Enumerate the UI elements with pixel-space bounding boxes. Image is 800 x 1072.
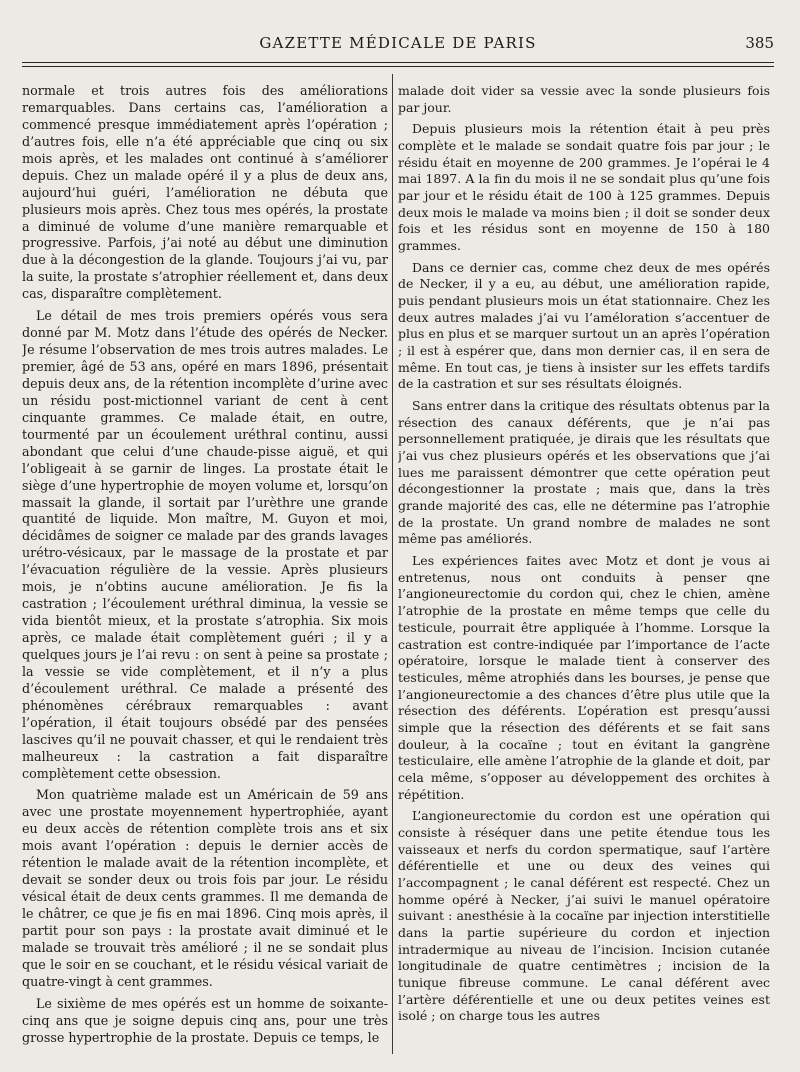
paragraph: Le détail de mes trois premiers opérés vous sera donné par M. Motz dans l’étude des opérés de Necker. Je résume l’observation de mes trois autres malades. Le premier, âgé de 53 ans, opéré en mars 1896, présentait depuis deux ans, de la rétention incomplète d’urine avec un résidu post-mictionnel variant de cent à cent cinquante grammes. Ce malade était, en outre, tourmenté par un écoulement uréthral continu, aussi abondant que celui d’une chaude-pisse aiguë, et qui l’obligeait à se garnir de linges. La prostate était le siège d’une hypertrophie de moyen volume et, lorsqu’on massait la glande, il sortait par l’urèthre une grande quantité de liquide. Mon maître, M. Guyon et moi, décidâmes de soigner ce malade par des grands lavages urétro-vésicaux, par le massage de la prostate et par l’évacuation régulière de la vessie. Après plusieurs mois, je n’obtins aucune amélioration. Je fis la castration ; l’écoulement uréthral diminua, la vessie se vida bientôt mieux, et la prostate s’atrophia. Six mois après, ce malade était complètement guéri ; il y a quelques jours je l’ai revu : on sent à peine sa prostate ; la vessie se vide complètement, et il n’y a plus d’écoulement uréthral. Ce malade a présenté des phénomènes cérébraux remarquables : avant l’opération, il était toujours obsédé par des pensées lascives qu’il ne pouvait chasser, et qui le rendaient très malheureux : la castration a fait disparaître complètement cette obsession.: [22, 308, 388, 781]
paragraph: malade doit vider sa vessie avec la sonde plusieurs fois par jour.: [398, 83, 770, 115]
paragraph: Mon quatrième malade est un Américain de 59 ans avec une prostate moyennement hypertrophiée, ayant eu deux accès de rétention complète trois ans et six mois avant l’opération : depuis le dernier accès de rétention le malade avait de la rétention incomplète, et devait se sonder deux ou trois fois par jour. Le résidu vésical était de deux cents grammes. Il me demanda de le châtrer, ce que je fis en mai 1896. Cinq mois après, il partit pour son pays : la prostate avait diminué et le malade se trouvait très amélioré ; il ne se sondait plus que le soir en se couchant, et le résidu vésical variait de quatre-vingt à cent grammes.: [22, 787, 388, 989]
paragraph: Depuis plusieurs mois la rétention était à peu près complète et le malade se sondait quatre fois par jour ; le résidu était en moyenne de 200 grammes. Je l’opérai le 4 mai 1897. A la fin du mois il ne se sondait plus qu’une fois par jour et le résidu était de 100 à 125 grammes. Depuis deux mois le malade va moins bien ; il doit se sonder deux fois et les résidus sont en moyenne de 150 à 180 grammes.: [398, 121, 770, 254]
header-rule-bottom: [22, 66, 774, 67]
page-number: 385: [745, 34, 774, 52]
header-rule-top: [22, 62, 774, 63]
paragraph: Sans entrer dans la critique des résultats obtenus par la résection des canaux déférents, que je n’ai pas personnellement pratiquée, je dirais que les résultats que j’ai vus chez plusieurs opérés et les observations que j’ai lues me paraissent démontrer que cette opération peut décongestionner la prostate ; mais que, dans la très grande majorité des cas, elle ne détermine pas l’atrophie de la prostate. Un grand nombre de malades ne sont même pas améliorés.: [398, 398, 770, 547]
paragraph: Les expériences faites avec Motz et dont je vous ai entretenus, nous ont conduits à penser qne l’angioneurectomie du cordon qui, chez le chien, amène l’atrophie de la prostate en même temps que celle du testicule, pourrait être appliquée à l’homme. Lorsque la castration est contre-indiquée par l’importance de l’acte opératoire, lorsque le malade tient à conserver des testicules, même atrophiés dans les bourses, je pense que l’angioneurectomie a des chances d’être plus utile que la résection des déférents. L’opération est presqu’aussi simple que la résection des déférents et se fait sans douleur, à la cocaïne ; tout en évitant la gangrène testiculaire, elle amène l’atrophie de la glande et doit, par cela même, s’opposer au développement des orchites à répétition.: [398, 553, 770, 802]
running-header: [22, 30, 774, 62]
paragraph: L’angioneurectomie du cordon est une opération qui consiste à réséquer dans une petite étendue tous les vaisseaux et nerfs du cordon spermatique, sauf l’artère déférentielle et une ou deux des veines qui l’accompagnent ; le canal déférent est respecté. Chez un homme opéré à Necker, j’ai suivi le manuel opératoire suivant : anesthésie à la cocaïne par injection interstitielle dans la partie supérieure du cordon et injection intradermique au niveau de l’incision. Incision cutanée longitudinale de quatre centimètres ; incision de la tunique fibreuse commune. Le canal déférent avec l’artère déférentielle et une ou deux petites veines est isolé ; on charge tous les autres: [398, 808, 770, 1024]
paragraph: Dans ce dernier cas, comme chez deux de mes opérés de Necker, il y a eu, au début, une amélioration rapide, puis pendant plusieurs mois un état stationnaire. Chez les deux autres malades j’ai vu l’améloration s’accentuer de plus en plus et se marquer surtout un an après l’opération ; il est à espérer que, dans mon dernier cas, il en sera de même. En tout cas, je tiens à insister sur les effets tardifs de la castration et sur ses résultats éloignés.: [398, 259, 770, 392]
column-divider: [392, 74, 393, 1054]
right-column: [398, 83, 770, 1058]
left-column: [22, 83, 388, 1058]
journal-title: GAZETTE MÉDICALE DE PARIS: [259, 34, 537, 52]
paragraph: Le sixième de mes opérés est un homme de soixante-cinq ans que je soigne depuis cinq ans, pour une très grosse hypertrophie de la prostate. Depuis ce temps, le: [22, 995, 388, 1045]
paragraph: normale et trois autres fois des améliorations remarquables. Dans certains cas, l’amélioration a commencé presque immédiatement après l’opération ; d’autres fois, elle n’a été appréciable que cinq ou six mois après, et les malades ont continué à s’améliorer depuis. Chez un malade opéré il y a plus de deux ans, aujourd’hui guéri, l’amélioration ne débuta que plusieurs mois après. Chez tous mes opérés, la prostate a diminué de volume d’une manière remarquable et progressive. Parfois, j’ai noté au début une diminution due à la décongestion de la glande. Toujours j’ai vu, par la suite, la prostate s’atrophier réellement et, dans deux cas, disparaître complètement.: [22, 83, 388, 302]
